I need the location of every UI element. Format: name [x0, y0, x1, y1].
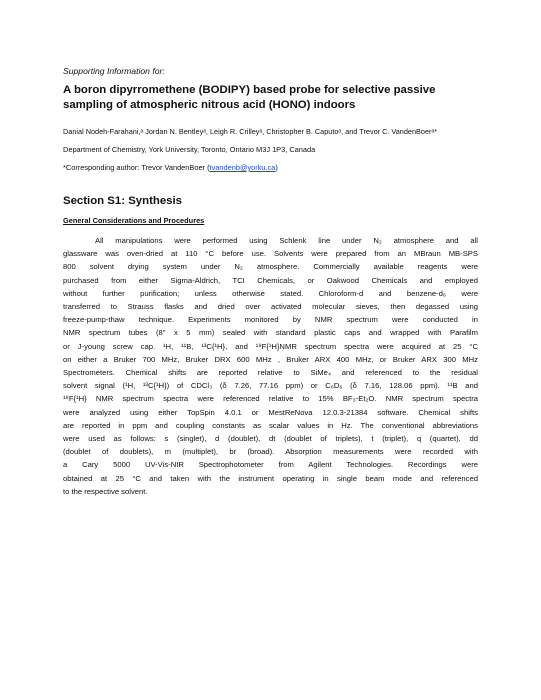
paragraph-line: All manipulations were performed using Schlenk line under N₂ atmosphere and all	[95, 236, 478, 245]
paper-title: A boron dipyrromethene (BODIPY) based probe for selective passive sampling of atmospheric nitrous acid (HONO) indoors	[63, 84, 436, 111]
supporting-info-label: Supporting Information for:	[63, 66, 165, 76]
paragraph-line: glassware was oven-dried at 110 °C before use. Solvents were prepared from an MBraun MB-SPS	[63, 249, 478, 259]
author-list: Danial Nodeh-Farahani,ᵃ Jordan N. Bentleyᵃ, Leigh R. Crilleyᵃ, Christopher B. Caputoᵃ, and Trevor C. VandenBoerᵃ*	[63, 127, 438, 136]
paragraph-line: Spectrometers. Chemical shifts are reported relative to SiMe₄ and referenced to the residual	[63, 368, 478, 378]
paragraph-line: are reported in ppm and coupling constants as scalar values in Hz. The conventional abbreviations	[63, 420, 478, 430]
paragraph-line: solvent signal (¹H, ¹³C{¹H}) of CDCl₃ (δ 7.26, 77.16 ppm) or C₆D₆ (δ 7.16, 128.06 ppm). ¹¹B and	[63, 381, 478, 391]
paragraph-line: NMR spectrum tubes (8" x 5 mm) sealed with standard plastic caps and wrapped with Parafilm	[63, 328, 478, 338]
corresponding-suffix: )	[275, 163, 278, 172]
email-link[interactable]: tvandenb@yorku.ca	[209, 163, 276, 172]
affiliation: Department of Chemistry, York University, Toronto, Ontario M3J 1P3, Canada	[63, 145, 316, 154]
body-paragraph	[63, 234, 478, 498]
corresponding-prefix: *Corresponding author: Trevor VandenBoer (	[63, 163, 210, 172]
paragraph-line: were analyzed using either TopSpin 4.0.1 or MestReNova 12.0.3-21384 software. Chemical shifts	[63, 407, 478, 417]
paragraph-line: ¹⁹F{¹H} NMR spectrum spectra were referenced relative to 15% BF₃-Et₂O. NMR spectrum spectra	[63, 394, 478, 404]
paragraph-line: transferred to Strauss flasks and dried over activated molecular sieves, then degassed using	[63, 302, 478, 312]
paragraph-line: 800 solvent drying system under N₂ atmosphere. Commercially available reagents were	[63, 262, 478, 272]
paragraph-line: freeze-pump-thaw technique. Experiments monitored by NMR spectrum were conducted in	[63, 315, 478, 325]
section-heading: Section S1: Synthesis	[63, 195, 183, 207]
paragraph-line: (doublet of doublets), m (multiplet), br (broad). Absorption measurements were recorded with	[63, 447, 478, 457]
paragraph-line: were used as follows: s (singlet), d (doublet), dt (doublet of triplets), t (triplet), q (quartet), dd	[63, 434, 478, 444]
paragraph-line: purchased from either Sigma-Aldrich, TCI Chemicals, or Oakwood Chemicals and employed	[63, 275, 478, 285]
paragraph-line: without further purification; unless otherwise stated. Chloroform-d and benzene-d₆ were	[63, 288, 478, 298]
paragraph-line: a Cary 5000 UV-Vis-NIR Spectrophotometer from Agilent Technologies. Recordings were	[63, 460, 478, 470]
paragraph-line: to the respective solvent.	[63, 486, 148, 496]
subsection-heading: General Considerations and Procedures	[63, 216, 205, 225]
paragraph-line: obtained at 25 °C and taken with the instrument operating in single beam mode and referenced	[63, 473, 478, 483]
paragraph-line: on either a Bruker 700 MHz, Bruker DRX 600 MHz , Bruker ARX 400 MHz, or Bruker ARX 300 MHz	[63, 354, 478, 364]
corresponding-author	[63, 163, 278, 172]
paragraph-line: or J-young screw cap. ¹H, ¹¹B, ¹³C{¹H}, and ¹⁹F{¹H}NMR spectrum spectra were acquired at 25 °C	[63, 341, 478, 351]
